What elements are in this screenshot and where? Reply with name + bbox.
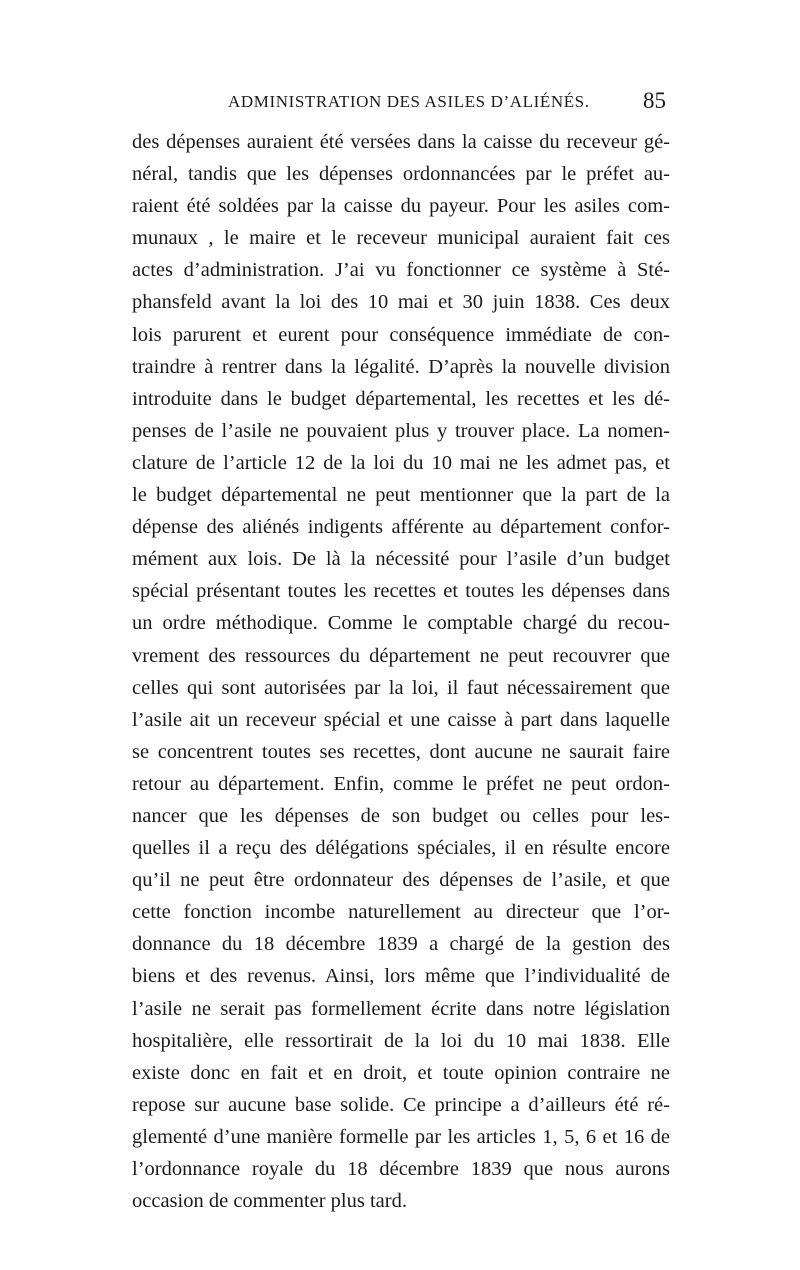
text-line: introduite dans le budget départemental, les recettes et les dé- <box>132 387 670 410</box>
text-line: glementé d’une manière formelle par les articles 1, 5, 6 et 16 de <box>132 1125 670 1148</box>
text-line: lois parurent et eurent pour conséquence immédiate de con- <box>132 323 670 346</box>
text-line: existe donc en fait et en droit, et toute opinion contraire ne <box>132 1061 670 1084</box>
text-line: vrement des ressources du département ne peut recouvrer que <box>132 644 670 667</box>
text-line: cette fonction incombe naturellement au directeur que l’or- <box>132 901 670 924</box>
text-line: hospitalière, elle ressortirait de la loi du 10 mai 1838. Elle <box>132 1029 670 1052</box>
text-line: raient été soldées par la caisse du payeur. Pour les asiles com- <box>132 195 670 218</box>
text-line: munaux , le maire et le receveur municipal auraient fait ces <box>132 227 670 250</box>
running-title: ADMINISTRATION DES ASILES D’ALIÉNÉS. <box>228 92 590 111</box>
text-line: phansfeld avant la loi des 10 mai et 30 juin 1838. Ces deux <box>132 291 670 314</box>
text-line: un ordre méthodique. Comme le comptable chargé du recou- <box>132 612 670 635</box>
text-line: clature de l’article 12 de la loi du 10 mai ne les admet pas, et <box>132 451 670 474</box>
page-number: 85 <box>643 88 666 113</box>
text-line: se concentrent toutes ses recettes, dont aucune ne saurait faire <box>132 740 670 763</box>
text-line: quelles il a reçu des délégations spéciales, il en résulte encore <box>132 837 670 860</box>
text-line: néral, tandis que les dépenses ordonnancées par le préfet au- <box>132 163 670 186</box>
text-line: l’ordonnance royale du 18 décembre 1839 que nous aurons <box>132 1158 670 1180</box>
text-line: nancer que les dépenses de son budget ou celles pour les- <box>132 804 670 827</box>
body-paragraph <box>132 126 670 1217</box>
text-line: actes d’administration. J’ai vu fonctionner ce système à Sté- <box>132 259 670 282</box>
running-head <box>132 90 670 120</box>
text-line-last: occasion de commenter plus tard. <box>132 1190 407 1213</box>
text-line: celles qui sont autorisées par la loi, il faut nécessairement que <box>132 676 670 699</box>
text-line: biens et des revenus. Ainsi, lors même que l’individualité de <box>132 965 670 988</box>
text-line: dépense des aliénés indigents afférente au département confor- <box>132 516 670 539</box>
text-line: des dépenses auraient été versées dans la caisse du receveur gé- <box>132 131 670 153</box>
text-line: mément aux lois. De là la nécessité pour l’asile d’un budget <box>132 548 670 571</box>
text-line: retour au département. Enfin, comme le préfet ne peut ordon- <box>132 772 670 795</box>
text-line: qu’il ne peut être ordonnateur des dépenses de l’asile, et que <box>132 869 670 892</box>
text-line: spécial présentant toutes les recettes et toutes les dépenses dans <box>132 580 670 603</box>
text-line: l’asile ne serait pas formellement écrite dans notre législation <box>132 997 670 1020</box>
text-line: l’asile ait un receveur spécial et une caisse à part dans laquelle <box>132 708 670 731</box>
text-line: le budget départemental ne peut mentionner que la part de la <box>132 484 670 507</box>
text-line: donnance du 18 décembre 1839 a chargé de la gestion des <box>132 933 670 956</box>
text-line: penses de l’asile ne pouvaient plus y trouver place. La nomen- <box>132 419 670 442</box>
text-line: repose sur aucune base solide. Ce principe a d’ailleurs été ré- <box>132 1093 670 1116</box>
text-line: traindre à rentrer dans la légalité. D’après la nouvelle division <box>132 355 670 378</box>
